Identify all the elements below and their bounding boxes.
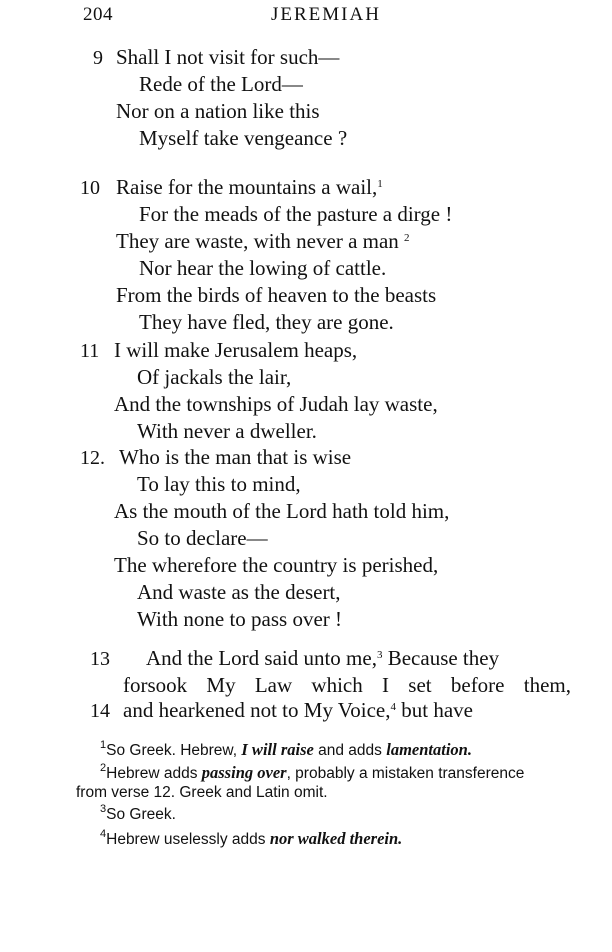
verse-number: 11 [80,340,100,362]
footnote: $^1$So Greek. Hebrew, I will raise and adds lamentation. [100,739,472,759]
poem-line: Nor on a nation like this [116,99,320,123]
poem-line: Rede of the Lord— [139,72,303,96]
poem-line: Shall I not visit for such— [116,45,340,69]
verse-number: 13 [90,648,110,670]
prose-line: And the Lord said unto me,$^3$ Because they [146,646,500,670]
footnote-ref: 4 [390,701,396,713]
footnote: $^3$So Greek. [100,803,176,823]
verse-number: 9 [93,47,103,69]
poem-line: Myself take vengeance ? [139,126,348,150]
poem-line: Raise for the mountains a wail,$^1$ [116,175,383,199]
poem-line: Nor hear the lowing of cattle. [139,256,387,280]
footnote-ref: 3 [376,649,383,661]
poem-line: As the mouth of the Lord hath told him, [114,499,450,523]
poem-line: Of jackals the lair, [137,365,292,389]
footnote: $^2$Hebrew adds passing over, probably a mistaken transference [100,762,525,782]
footnote: $^4$Hebrew uselessly adds nor walked therein. [100,828,403,848]
running-head: JEREMIAH [271,4,381,25]
poem-line: For the meads of the pasture a dirge ! [139,202,453,226]
footnote-continuation: from verse 12. Greek and Latin omit. [76,784,328,801]
poem-line: The wherefore the country is perished, [114,553,439,577]
footnote-ref: 2 [404,232,410,244]
poem-line: They have fled, they are gone. [139,310,394,334]
prose-line: and hearkened not to My Voice,$^4$ but have [123,698,473,722]
verse-number: 10 [80,177,100,199]
poem-line: So to declare— [137,526,268,550]
poem-line: Who is the man that is wise [119,445,352,469]
poem-line: With never a dweller. [137,419,317,443]
page-number: 204 [83,4,113,25]
verse-number: 14 [90,700,110,722]
poem-line: And waste as the desert, [137,580,341,604]
prose-line: forsook My Law which I set before them, [123,673,571,697]
footnote-ref: 1 [377,178,383,190]
poem-line: And the townships of Judah lay waste, [114,392,438,416]
poem-line: From the birds of heaven to the beasts [116,283,437,307]
verse-number: 12. [80,447,105,469]
poem-line: To lay this to mind, [137,472,301,496]
poem-line: I will make Jerusalem heaps, [114,338,358,362]
poem-line: With none to pass over ! [137,607,343,631]
poem-line: They are waste, with never a man $^2$ [116,229,410,253]
